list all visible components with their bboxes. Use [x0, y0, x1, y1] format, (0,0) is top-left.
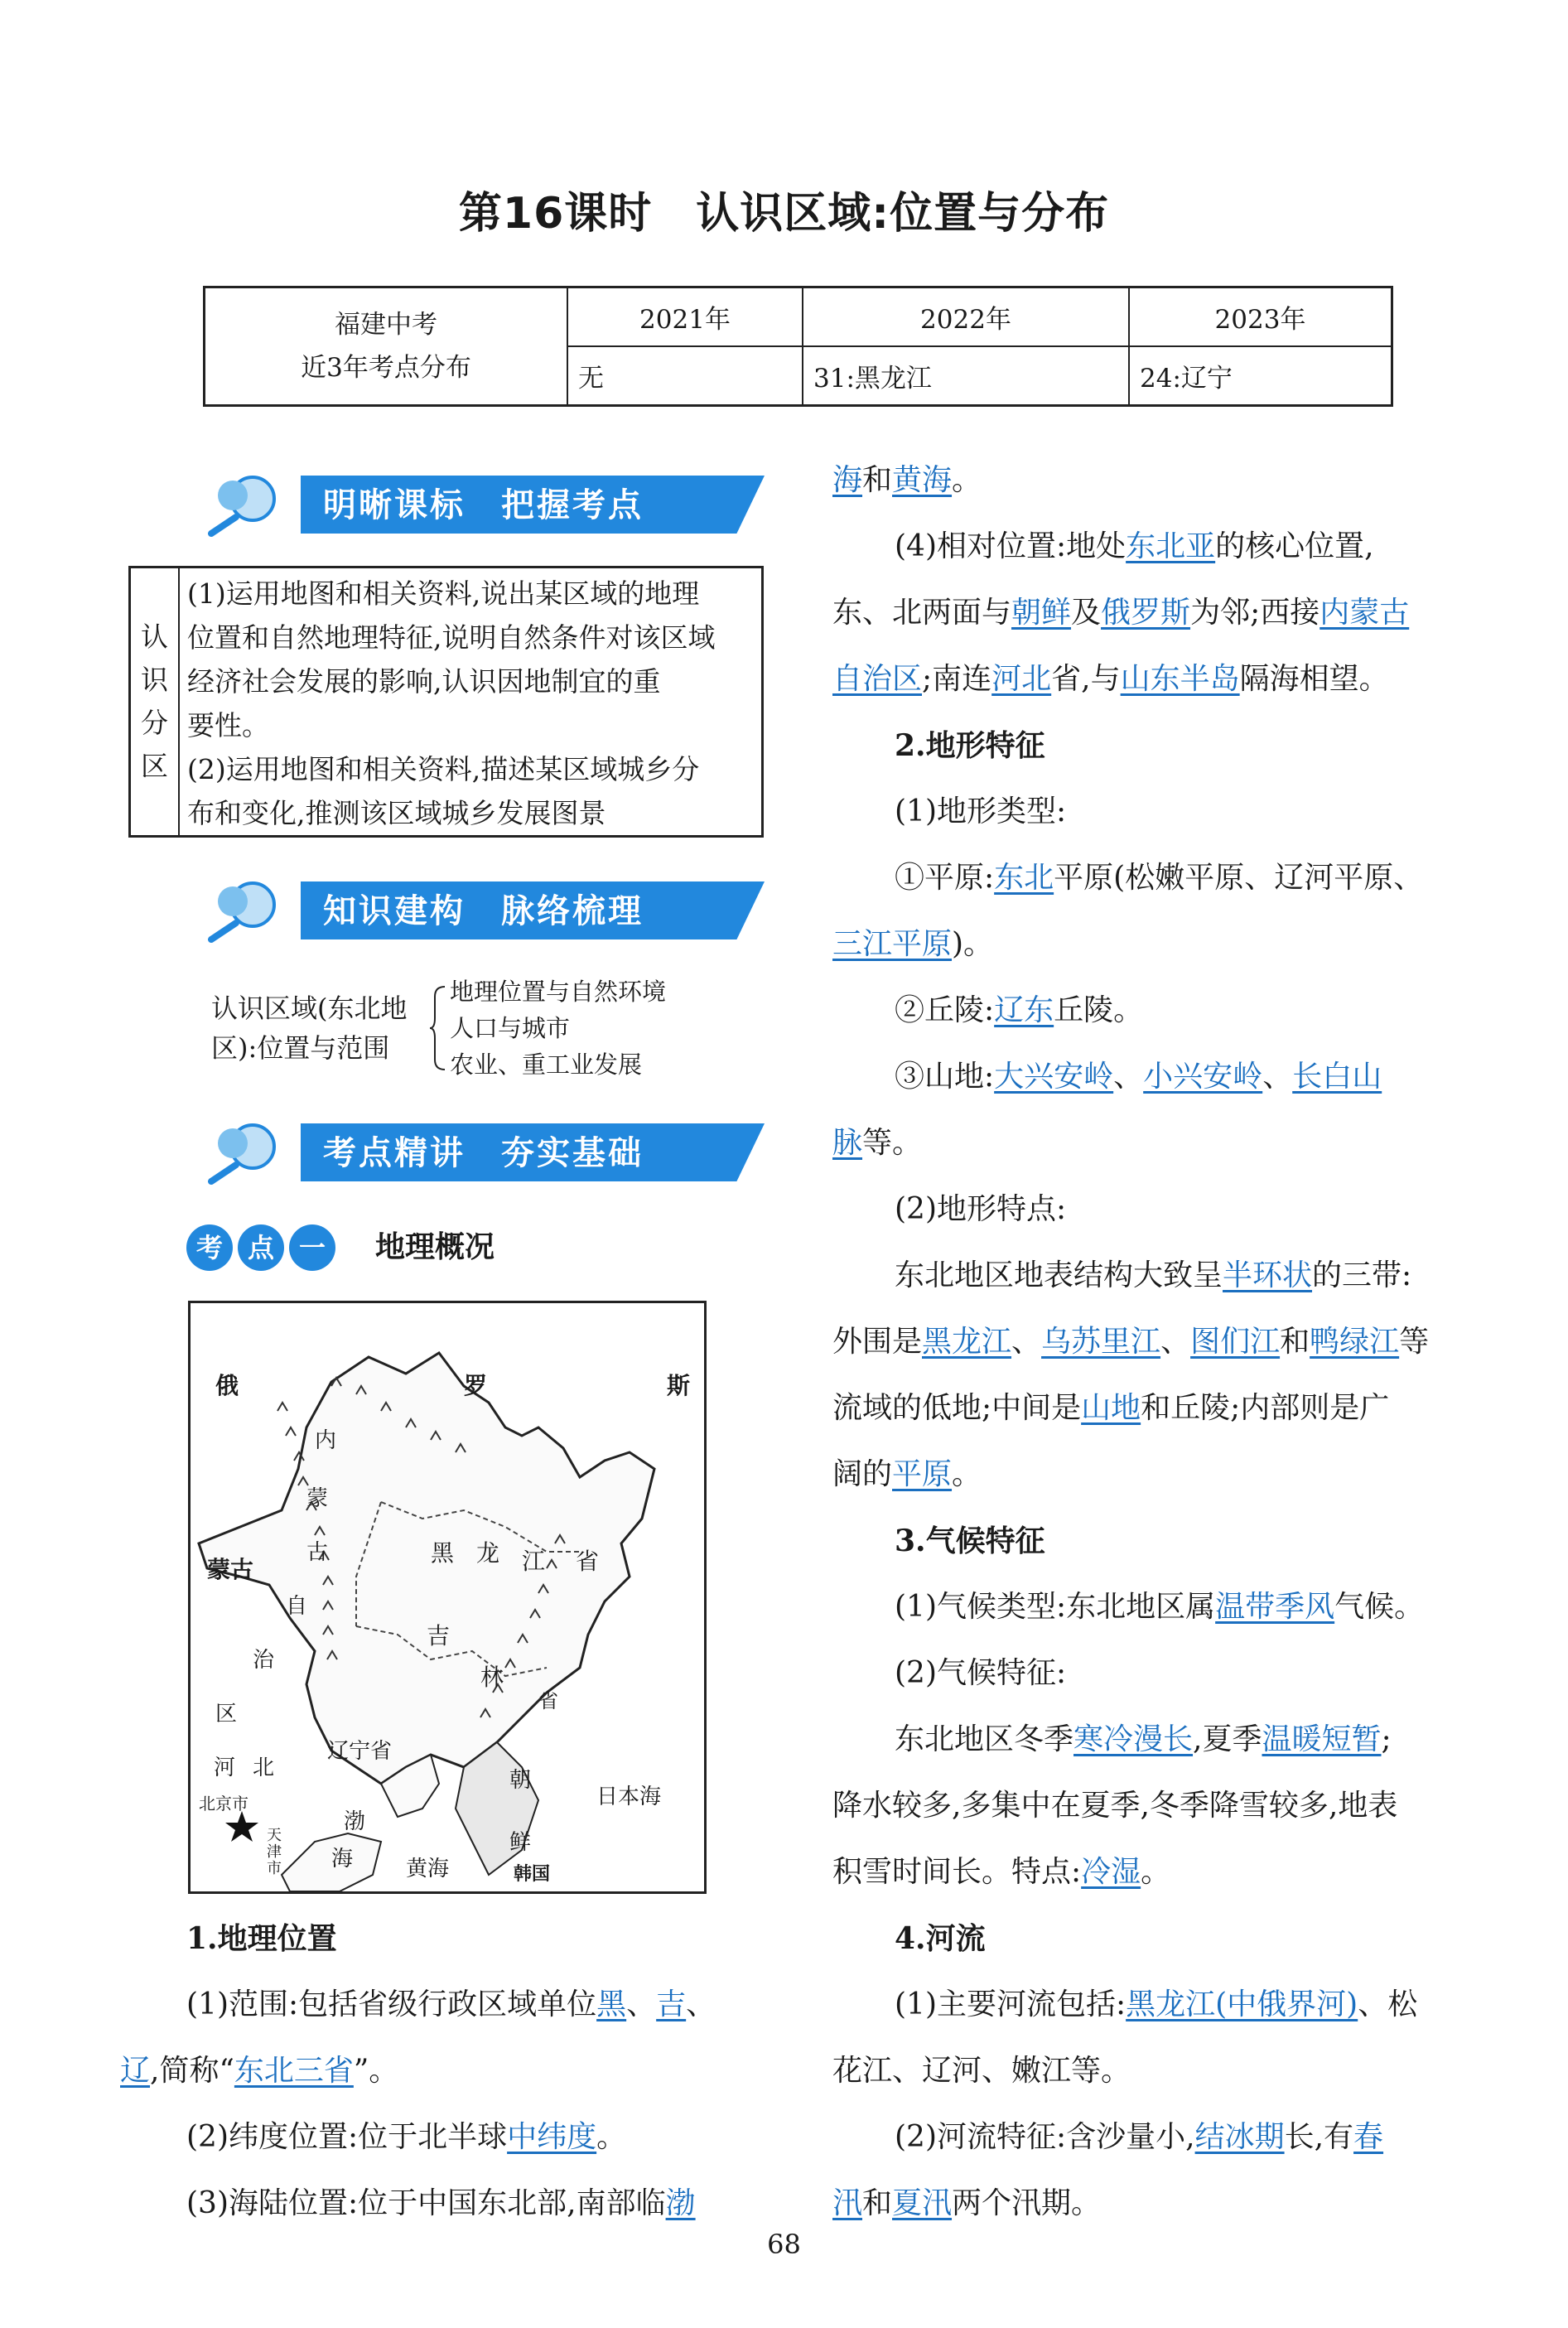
- section-heading: 2.地形特征: [895, 728, 1045, 763]
- text: 和丘陵;内部则是广: [1141, 1391, 1390, 1425]
- text-line: [832, 1442, 1495, 1508]
- text: 、: [1262, 1060, 1293, 1094]
- text: )。: [952, 927, 994, 961]
- text: 、松: [1358, 1987, 1418, 2021]
- map-label: 朝: [509, 1768, 532, 1793]
- standards-line: 要性。: [187, 709, 269, 741]
- text-line: [832, 1972, 1495, 2038]
- text: ①平原:: [895, 861, 995, 895]
- map-label: 黑: [431, 1539, 455, 1567]
- map-label: 江: [522, 1548, 546, 1575]
- text: 积雪时间长。特点:: [832, 1855, 1082, 1889]
- text: (1)主要河流包括:: [895, 1987, 1127, 2021]
- map-label: 蒙古: [207, 1556, 254, 1583]
- text-line: [832, 1574, 1495, 1640]
- map-label: 斯: [667, 1372, 691, 1399]
- map-label: 省: [576, 1548, 600, 1575]
- text: (2)河流特征:含沙量小,: [895, 2120, 1195, 2154]
- map-label: 省: [538, 1689, 558, 1712]
- map-label: 罗: [464, 1372, 488, 1399]
- value-cell: 31:黑龙江: [803, 346, 1129, 406]
- text-line: [832, 1309, 1495, 1375]
- standards-line: 位置和自然地理特征,说明自然条件对该区域: [187, 621, 716, 654]
- text-line: [832, 1839, 1495, 1905]
- text: 和: [862, 463, 893, 497]
- answer: 黑: [596, 1987, 627, 2021]
- text: 。: [596, 2120, 627, 2154]
- text: 、: [626, 1987, 657, 2021]
- value-cell: 24:辽宁: [1129, 346, 1392, 406]
- banner-explain: [195, 1118, 791, 1186]
- standards-box: [128, 566, 764, 838]
- map-label: 黄海: [406, 1857, 450, 1881]
- text-line: [832, 447, 1495, 514]
- answer: 大兴安岭: [994, 1060, 1114, 1094]
- text: 东、北两面与: [832, 596, 1012, 630]
- tree-root-line: 区):位置与范围: [211, 1032, 390, 1064]
- text: (3)海陆位置:位于中国东北部,南部临: [186, 2186, 666, 2220]
- answer: 东北亚: [1126, 529, 1216, 563]
- text: ;: [1381, 1722, 1392, 1756]
- answer: 乌苏里江: [1041, 1325, 1161, 1359]
- text: 、: [1160, 1325, 1191, 1359]
- text: 流域的低地;中间是: [832, 1391, 1082, 1425]
- text: 。: [952, 463, 982, 497]
- left-column-text: [186, 1905, 783, 2038]
- standards-label: [131, 568, 180, 835]
- label-char: 区: [141, 750, 168, 782]
- map-label: 渤: [344, 1809, 366, 1834]
- standards-line: 布和变化,推测该区域城乡发展图景: [187, 797, 606, 829]
- text: 的核心位置,: [1215, 529, 1374, 563]
- banner-text: 明晰课标 把握考点: [323, 486, 644, 524]
- answer: 黄海: [892, 463, 953, 497]
- answer: 河北: [991, 662, 1052, 696]
- map-label: 海: [331, 1847, 354, 1872]
- text: 省,与: [1051, 662, 1121, 696]
- banner-knowledge: [195, 877, 791, 944]
- map-label: 北京市: [199, 1794, 248, 1814]
- map-label: 俄: [215, 1372, 239, 1399]
- text-line: [186, 2171, 696, 2237]
- magnifier-icon: [195, 471, 298, 539]
- answer: 中纬度: [507, 2120, 597, 2154]
- section-heading: 1.地理位置: [186, 1921, 337, 1956]
- text-line: [186, 1972, 783, 2038]
- text: 丘陵。: [1054, 993, 1144, 1027]
- map-label: 林: [480, 1664, 504, 1691]
- banner-text: 知识建构 脉络梳理: [323, 892, 644, 930]
- map-label: 治: [253, 1648, 275, 1673]
- text-line: [832, 1243, 1495, 1309]
- answer: 冷湿: [1081, 1855, 1141, 1889]
- text: 和: [862, 2186, 893, 2220]
- answer: 温带季风: [1215, 1590, 1335, 1624]
- text: ②丘陵:: [895, 993, 995, 1027]
- text: 等: [1399, 1325, 1430, 1359]
- tree-branch: 地理位置与自然环境: [450, 978, 667, 1006]
- text-line: [832, 1375, 1495, 1442]
- map-label: 日本海: [596, 1785, 662, 1809]
- text: 等。: [862, 1126, 923, 1160]
- map-label: 北: [253, 1756, 275, 1780]
- map-label: 古: [306, 1540, 329, 1565]
- text-line: [832, 1044, 1495, 1110]
- exam-distribution-table: [203, 286, 1393, 407]
- text-line: [186, 2104, 626, 2171]
- text: 和: [1280, 1325, 1310, 1359]
- table-header-cell: [205, 287, 568, 406]
- text: 平原(松嫩平原、辽河平原、: [1054, 861, 1424, 895]
- standards-line: 经济社会发展的影响,认识因地制宜的重: [187, 665, 661, 698]
- text: 及: [1071, 596, 1102, 630]
- text-line: [832, 2171, 1495, 2237]
- label-char: 分: [141, 707, 168, 739]
- answer: 辽: [120, 2054, 151, 2088]
- text: (4)相对位置:地处: [895, 529, 1127, 563]
- map-label: 区: [215, 1702, 238, 1727]
- text: (1)范围:包括省级行政区域单位: [186, 1987, 597, 2021]
- year-cell: 2022年: [803, 287, 1129, 347]
- answer: 海: [832, 463, 863, 497]
- map-label: 鲜: [509, 1830, 532, 1855]
- map-label: 龙: [476, 1539, 500, 1567]
- map-label: 河: [214, 1756, 236, 1780]
- text-line: [832, 2104, 1495, 2171]
- answer: 脉: [832, 1126, 863, 1160]
- answer: 小兴安岭: [1143, 1060, 1263, 1094]
- text: ③山地:: [895, 1060, 995, 1094]
- table-head-line: 福建中考: [335, 310, 437, 340]
- text: 。: [952, 1457, 982, 1491]
- text-line: [832, 580, 1495, 646]
- answer: 春: [1353, 2120, 1384, 2154]
- knowledge-tree: [211, 973, 725, 1089]
- map-label: 蒙: [306, 1486, 329, 1511]
- text-line: 花江、辽河、嫩江等。: [832, 2054, 1131, 2088]
- text: 、: [1011, 1325, 1042, 1359]
- text: (1)气候类型:东北地区属: [895, 1590, 1216, 1624]
- text: 、: [1113, 1060, 1144, 1094]
- answer: 温暖短暂: [1262, 1722, 1382, 1756]
- table-head-line: 近3年考点分布: [301, 353, 471, 383]
- tree-root-line: 认识区域(东北地: [211, 993, 408, 1024]
- map-label: 津: [267, 1843, 282, 1861]
- answer: 山东半岛: [1120, 662, 1240, 696]
- standards-text: [187, 572, 755, 835]
- text-line: [832, 646, 1495, 712]
- text-line: [832, 845, 1495, 911]
- text: ”。: [353, 2054, 399, 2088]
- text: 。: [1141, 1855, 1171, 1889]
- brace-icon: [428, 985, 446, 1071]
- answer: 吉: [656, 1987, 687, 2021]
- tree-root: [211, 988, 408, 1068]
- year-cell: 2021年: [567, 287, 803, 347]
- text: 气候。: [1334, 1590, 1425, 1624]
- answer: 辽东: [994, 993, 1054, 1027]
- map-label: 天: [267, 1827, 282, 1844]
- text-line: [832, 911, 1495, 978]
- answer: 黑龙江: [922, 1325, 1012, 1359]
- kaodian-heading: [186, 1224, 495, 1271]
- year-cell: 2023年: [1129, 287, 1392, 347]
- map-label: 辽宁省: [327, 1739, 393, 1764]
- page-title: 第16课时 认识区域:位置与分布: [458, 189, 1110, 239]
- text: 两个汛期。: [952, 2186, 1102, 2220]
- text: 的三带:: [1312, 1258, 1412, 1292]
- text-line: [120, 2038, 398, 2104]
- answer: 黑龙江(中俄界河): [1126, 1987, 1358, 2021]
- answer: 长白山: [1292, 1060, 1382, 1094]
- answer: 山地: [1081, 1391, 1141, 1425]
- text: 外围是: [832, 1325, 923, 1359]
- answer: 东北: [994, 861, 1054, 895]
- banner-curriculum: [195, 471, 791, 539]
- text-line: (2)气候特征:: [895, 1656, 1067, 1690]
- value-cell: 无: [567, 346, 803, 406]
- answer: 俄罗斯: [1101, 596, 1191, 630]
- text-line: [832, 1110, 1495, 1176]
- text: 长,有: [1284, 2120, 1354, 2154]
- magnifier-icon: [195, 1118, 298, 1186]
- answer: 内蒙古: [1320, 596, 1410, 630]
- map-label: 韩国: [514, 1863, 551, 1885]
- answer: 东北三省: [234, 2054, 354, 2088]
- text: 阔的: [832, 1457, 893, 1491]
- answer: 平原: [892, 1457, 953, 1491]
- text-line: [832, 514, 1495, 580]
- tree-branches: [450, 973, 666, 1083]
- map-label: 市: [267, 1860, 282, 1877]
- text-line: [832, 1707, 1495, 1773]
- text-line: [832, 978, 1495, 1044]
- kaodian-circle: 考: [186, 1224, 233, 1271]
- text: ,简称“: [150, 2054, 234, 2088]
- answer: 渤: [665, 2186, 696, 2220]
- answer: 夏汛: [892, 2186, 953, 2220]
- answer: 寒冷漫长: [1073, 1722, 1194, 1756]
- map-label: 内: [315, 1428, 337, 1453]
- northeast-map: [188, 1301, 707, 1894]
- banner-text: 考点精讲 夯实基础: [323, 1134, 644, 1172]
- label-char: 认: [141, 621, 168, 653]
- map-label: 自: [286, 1594, 308, 1619]
- section-heading: 3.气候特征: [895, 1524, 1045, 1558]
- kaodian-circle: 点: [238, 1224, 284, 1271]
- text: (2)纬度位置:位于北半球: [186, 2120, 508, 2154]
- magnifier-icon: [195, 877, 298, 944]
- answer: 朝鲜: [1011, 596, 1072, 630]
- page-number: 68: [767, 2229, 801, 2260]
- standards-line: (1)运用地图和相关资料,说出某区域的地理: [187, 577, 700, 610]
- tree-branch: 人口与城市: [450, 1014, 571, 1042]
- answer: 鸭绿江: [1310, 1325, 1400, 1359]
- text: 东北地区地表结构大致呈: [895, 1258, 1223, 1292]
- text: ,夏季: [1193, 1722, 1262, 1756]
- text: 隔海相望。: [1239, 662, 1389, 696]
- map-label: 吉: [427, 1622, 451, 1649]
- standards-line: (2)运用地图和相关资料,描述某区域城乡分: [187, 753, 700, 785]
- label-char: 识: [141, 664, 168, 696]
- text: 东北地区冬季: [895, 1722, 1074, 1756]
- kaodian-circle: 一: [289, 1224, 335, 1271]
- section-heading: 4.河流: [895, 1921, 986, 1956]
- text: ;南连: [922, 662, 992, 696]
- kaodian-label: 地理概况: [375, 1230, 495, 1264]
- answer: 三江平原: [832, 927, 953, 961]
- tree-branch: 农业、重工业发展: [450, 1050, 643, 1079]
- text-line: 降水较多,多集中在夏季,冬季降雪较多,地表: [832, 1789, 1398, 1823]
- answer: 结冰期: [1194, 2120, 1285, 2154]
- text: 、: [686, 1987, 716, 2021]
- answer: 汛: [832, 2186, 863, 2220]
- text-line: (1)地形类型:: [895, 795, 1067, 828]
- answer: 图们江: [1190, 1325, 1281, 1359]
- text: 为邻;西接: [1190, 596, 1320, 630]
- answer: 自治区: [832, 662, 923, 696]
- answer: 半环状: [1223, 1258, 1313, 1292]
- beijing-star-icon: [225, 1811, 258, 1842]
- text-line: (2)地形特点:: [895, 1192, 1067, 1226]
- right-column-text: [832, 447, 1495, 2237]
